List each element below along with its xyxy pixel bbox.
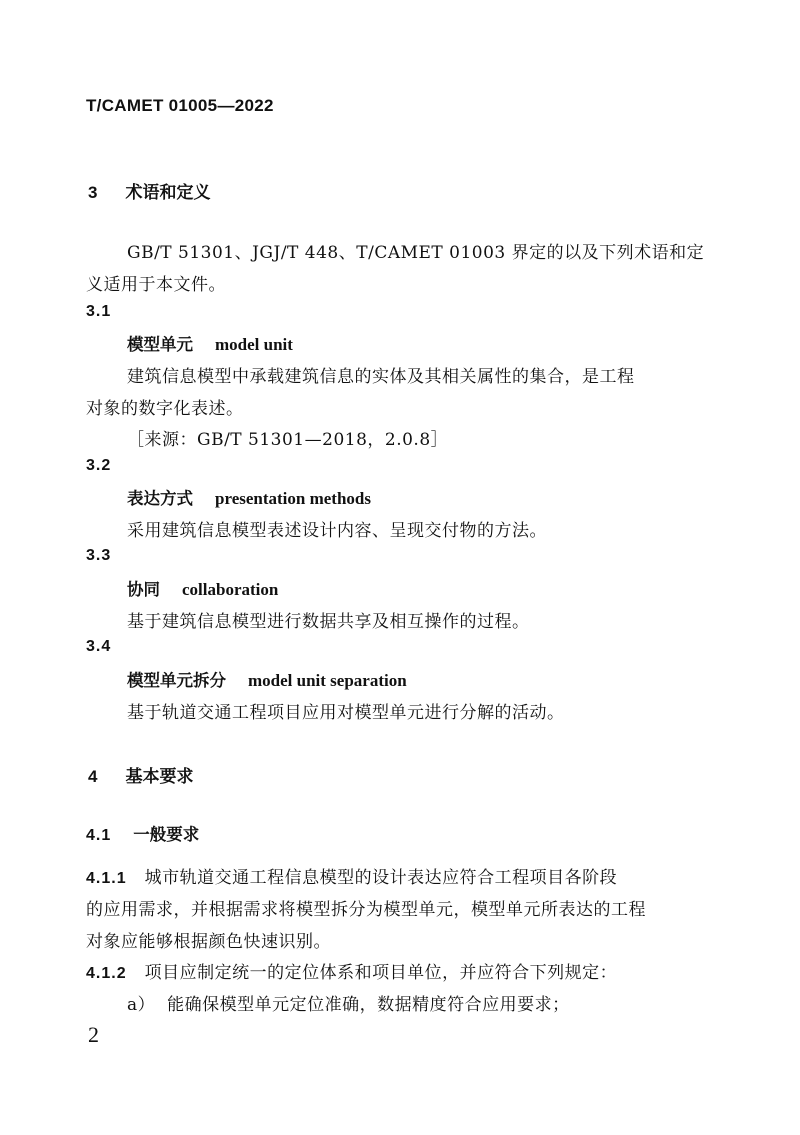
clause-4-1-2-line1: [86, 958, 617, 983]
page-number: 2: [88, 1022, 99, 1047]
term-3-1-zh: 模型单元: [127, 336, 193, 354]
term-3-3-definition: 基于建筑信息模型进行数据共享及相互操作的过程。: [127, 612, 530, 632]
term-3-2-number: 3.2: [86, 457, 112, 474]
term-3-4-number: 3.4: [86, 638, 112, 655]
term-3-4-heading: [127, 667, 407, 691]
clause-4-1-2-number: 4.1.2: [86, 965, 127, 982]
term-3-1-definition-line2: 对象的数字化表述。: [86, 399, 244, 419]
subsection-4-1-heading: [86, 821, 199, 845]
term-3-4-zh: 模型单元拆分: [127, 672, 226, 690]
term-3-1-number: 3.1: [86, 303, 112, 320]
term-3-1-heading: [127, 331, 293, 355]
term-3-3-heading: [127, 576, 278, 600]
clause-4-1-1-line1: [86, 863, 617, 888]
term-3-1-definition-line1: 建筑信息模型中承载建筑信息的实体及其相关属性的集合，是工程: [127, 367, 635, 387]
section-4-number: 4: [88, 767, 98, 786]
clause-4-1-2-text: 项目应制定统一的定位体系和项目单位，并应符合下列规定：: [144, 963, 618, 983]
term-3-2-definition: 采用建筑信息模型表述设计内容、呈现交付物的方法。: [127, 521, 547, 541]
section-3-number: 3: [88, 183, 98, 202]
list-item-a: [127, 990, 570, 1015]
clause-4-1-1-text-line1: 城市轨道交通工程信息模型的设计表达应符合工程项目各阶段: [144, 868, 618, 888]
term-3-2-heading: [127, 485, 371, 509]
term-3-3-number: 3.3: [86, 547, 112, 564]
section-3-title: 术语和定义: [125, 183, 211, 202]
term-3-3-zh: 协同: [127, 581, 160, 599]
term-3-4-en: model unit separation: [248, 671, 407, 690]
list-item-a-text: 能确保模型单元定位准确，数据精度符合应用要求；: [167, 995, 570, 1015]
term-3-1-en: model unit: [215, 335, 293, 354]
section-3-heading: [88, 178, 210, 203]
term-3-2-en: presentation methods: [215, 489, 371, 508]
term-3-2-zh: 表达方式: [127, 490, 193, 508]
standard-code: T/CAMET 01005—2022: [86, 96, 274, 115]
section-4-title: 基本要求: [125, 767, 194, 786]
clause-4-1-1-number: 4.1.1: [86, 870, 127, 887]
clause-4-1-1-line2: 的应用需求，并根据需求将模型拆分为模型单元，模型单元所表达的工程: [86, 900, 646, 920]
term-3-1-source: ［来源：GB/T 51301—2018，2.0.8］: [127, 430, 449, 450]
clause-4-1-1-line3: 对象应能够根据颜色快速识别。: [86, 932, 331, 952]
list-item-a-label: a）: [127, 995, 156, 1015]
subsection-4-1-title: 一般要求: [133, 826, 200, 844]
term-3-4-definition: 基于轨道交通工程项目应用对模型单元进行分解的活动。: [127, 703, 565, 723]
section-3-intro-line1: GB/T 51301、JGJ/T 448、T/CAMET 01003 界定的以及下列术语和定: [127, 243, 705, 263]
subsection-4-1-number: 4.1: [86, 827, 112, 844]
section-3-intro-line2: 义适用于本文件。: [86, 275, 226, 295]
section-4-heading: [88, 762, 193, 787]
term-3-3-en: collaboration: [182, 580, 279, 599]
